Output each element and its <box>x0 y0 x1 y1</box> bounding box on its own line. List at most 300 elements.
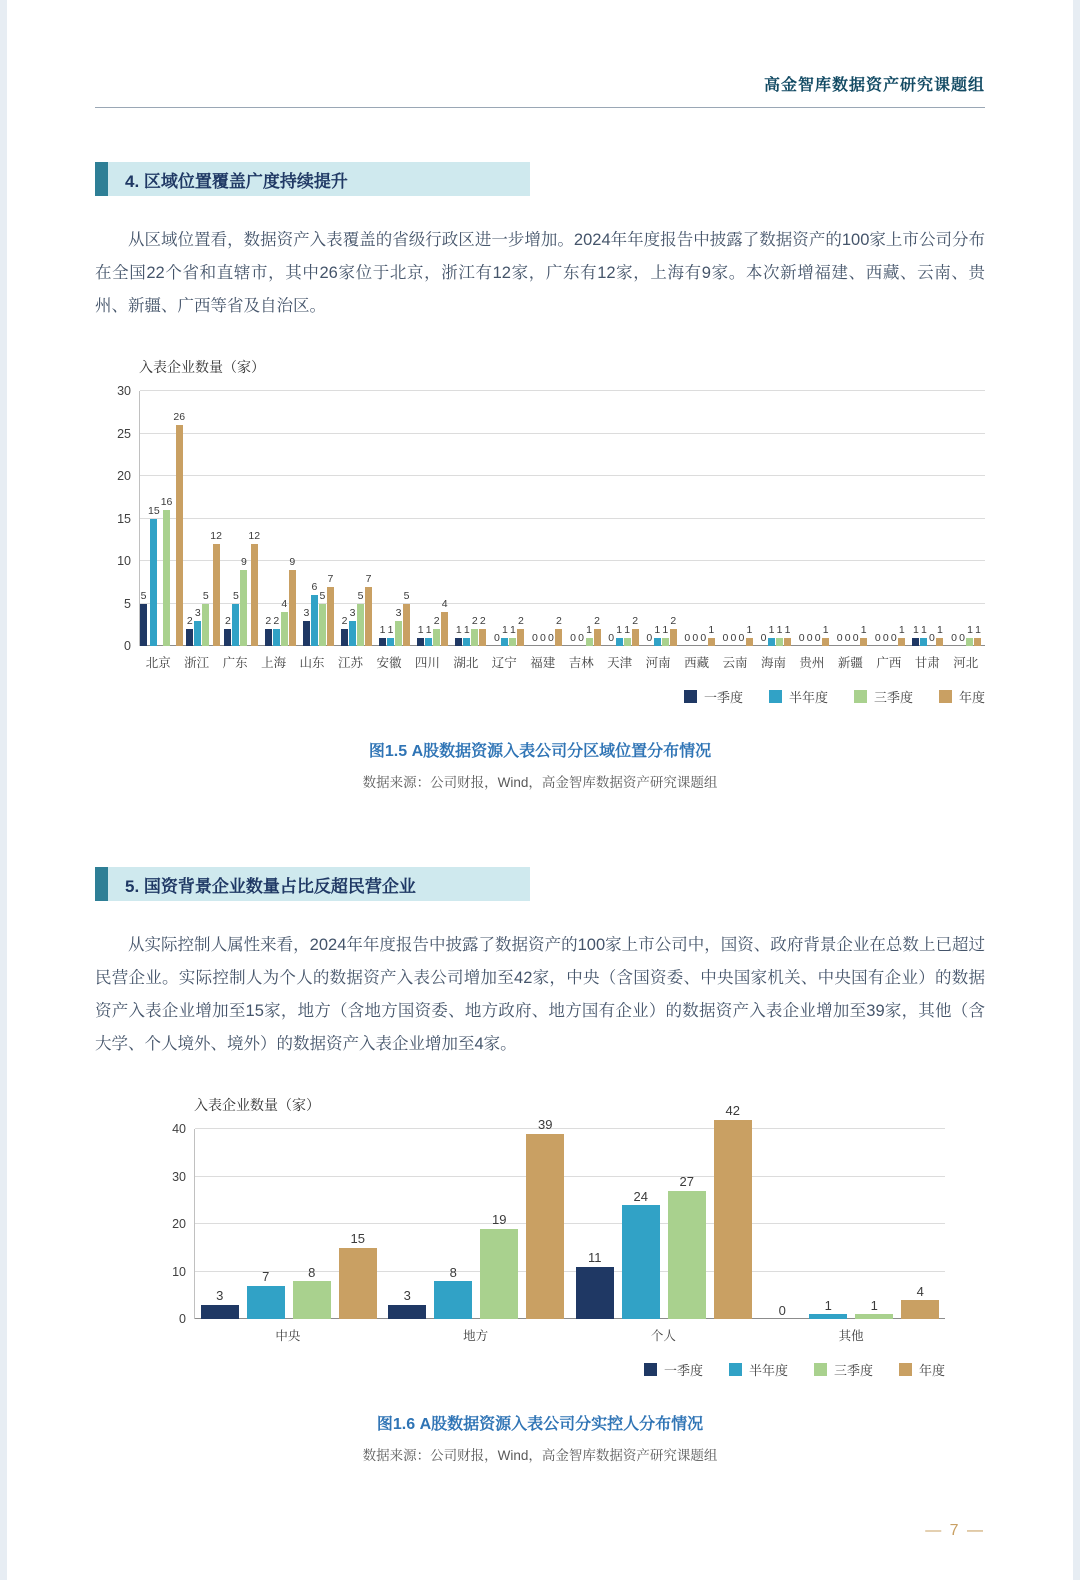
bar-column <box>855 1129 893 1319</box>
bar <box>936 638 943 647</box>
bar <box>265 629 272 646</box>
bar-column <box>760 391 767 646</box>
x-axis-label: 福建 <box>530 656 556 670</box>
bar-value-label: 5 <box>357 589 364 602</box>
bar-column <box>339 1129 377 1319</box>
bar-column <box>273 391 280 646</box>
bar-column <box>303 391 310 646</box>
bar-column <box>201 1129 239 1319</box>
y-tick-label: 25 <box>117 426 131 441</box>
bar-column <box>357 391 364 646</box>
bar-column <box>232 391 239 646</box>
y-tick-label: 40 <box>172 1122 186 1136</box>
plot-area <box>117 384 985 653</box>
bar-value-label: 1 <box>463 623 470 636</box>
bar <box>194 621 201 647</box>
bar-value-label: 2 <box>517 615 524 628</box>
bar-column <box>417 391 424 646</box>
bar-group <box>833 391 871 646</box>
bar-value-label: 5 <box>140 589 147 602</box>
section-region-distribution <box>95 162 985 791</box>
bar-column <box>822 391 829 646</box>
bar-column <box>202 391 209 646</box>
bar-column <box>148 391 160 646</box>
bar <box>822 638 829 647</box>
bar-value-label: 0 <box>646 632 653 645</box>
bar-column <box>632 391 639 646</box>
legend-swatch-icon <box>814 1363 827 1376</box>
bar-value-label: 11 <box>588 1250 602 1266</box>
bar-group <box>795 391 833 646</box>
bar-value-label: 15 <box>148 504 160 517</box>
legend-item: 三季度 <box>814 1360 873 1379</box>
bar <box>471 629 478 646</box>
bar <box>251 544 258 646</box>
figure-caption-1-5: 图1.5 A股数据资源入表公司分区域位置分布情况 <box>368 743 712 760</box>
bar-column <box>349 391 356 646</box>
bar <box>576 1267 614 1319</box>
heading-accent-bar <box>95 867 108 901</box>
bar <box>616 638 623 647</box>
bar-value-label: 0 <box>532 632 538 645</box>
bar <box>809 1314 847 1319</box>
bar-value-label: 1 <box>898 623 905 636</box>
bar-column <box>395 391 402 646</box>
bar <box>150 519 157 647</box>
bar <box>395 621 402 647</box>
bar <box>708 638 715 647</box>
bar-value-label: 5 <box>202 589 209 602</box>
bar <box>501 638 508 647</box>
bar-group <box>452 391 490 646</box>
bar-column <box>860 391 867 646</box>
bar-column <box>882 391 889 646</box>
bar-value-label: 1 <box>870 1297 878 1313</box>
bar <box>622 1205 660 1319</box>
bar-group <box>604 391 642 646</box>
controller-bar-chart <box>150 1095 945 1379</box>
bar-value-label: 0 <box>778 1302 786 1318</box>
bar <box>455 638 462 647</box>
bar-value-label: 26 <box>173 411 186 424</box>
bar-column <box>958 391 965 646</box>
bar-value-label: 3 <box>403 1288 411 1304</box>
x-axis-label: 甘肃 <box>914 656 940 670</box>
x-axis-label: 中央 <box>275 1329 301 1343</box>
bar-value-label: 0 <box>570 632 576 645</box>
bar <box>586 638 593 647</box>
bar <box>319 604 326 647</box>
bar <box>526 1134 564 1319</box>
bar-value-label: 0 <box>548 632 554 645</box>
bar-column <box>311 391 318 646</box>
bar-value-label: 1 <box>379 623 386 636</box>
bar-column <box>531 391 538 646</box>
bar-column <box>387 391 394 646</box>
bar <box>240 570 247 647</box>
bar-value-label: 1 <box>708 623 715 636</box>
bar-column <box>708 391 715 646</box>
y-tick-label: 20 <box>117 469 131 483</box>
chart-legend <box>139 687 985 706</box>
bar-value-label: 1 <box>387 623 394 636</box>
region-bar-chart <box>95 357 985 706</box>
bar-value-label: 0 <box>730 632 737 645</box>
bar-value-label: 2 <box>594 615 600 628</box>
x-axis-label: 北京 <box>145 656 171 670</box>
heading-accent-bar <box>95 162 108 196</box>
y-tick-label: 5 <box>124 596 131 611</box>
legend-item: 一季度 <box>644 1360 703 1379</box>
bar-value-label: 1 <box>586 623 592 636</box>
x-axis-label: 云南 <box>722 656 748 670</box>
bar <box>441 612 448 646</box>
bar <box>176 425 183 646</box>
chart-legend <box>194 1360 945 1379</box>
page-header <box>95 0 985 108</box>
x-axis-label: 其他 <box>838 1329 864 1343</box>
x-axis-label: 天津 <box>607 656 633 670</box>
bar-group <box>490 391 528 646</box>
y-axis-label: 入表企业数量（家） <box>194 1097 320 1113</box>
y-tick-label: 10 <box>117 554 131 568</box>
legend-swatch-icon <box>899 1363 912 1376</box>
bar-value-label: 3 <box>349 606 356 619</box>
bar-column <box>722 391 729 646</box>
bar-column <box>425 391 432 646</box>
bar-value-label: 0 <box>760 632 767 645</box>
bar-column <box>455 391 462 646</box>
bar-value-label: 0 <box>608 632 615 645</box>
x-axis-label: 地方 <box>463 1329 489 1343</box>
bar-column <box>479 391 486 646</box>
bar-value-label: 0 <box>890 632 897 645</box>
bar-value-label: 0 <box>882 632 889 645</box>
bar-column <box>194 391 201 646</box>
page-footer <box>95 1522 985 1540</box>
bar-column <box>738 391 745 646</box>
bar-column <box>950 391 957 646</box>
x-axis-label: 广西 <box>876 656 902 670</box>
bar-value-label: 7 <box>365 572 372 585</box>
bar-column <box>501 391 508 646</box>
bar <box>632 629 639 646</box>
x-axis-label: 广东 <box>222 656 248 670</box>
bar-group <box>140 391 185 646</box>
bar-column <box>890 391 897 646</box>
bar <box>232 604 239 647</box>
x-axis-label: 江苏 <box>337 656 363 670</box>
bar <box>594 629 601 646</box>
bar-group <box>871 391 909 646</box>
section-heading-text: 5. 国资背景企业数量占比反超民营企业 <box>108 867 530 901</box>
legend-item: 半年度 <box>769 687 828 706</box>
bar-value-label: 7 <box>327 572 334 585</box>
bar-group <box>570 1103 758 1319</box>
bar-column <box>668 1129 706 1319</box>
bar-group <box>566 391 604 646</box>
bar-column <box>140 391 147 646</box>
bar-column <box>576 1129 614 1319</box>
bar-group <box>299 391 337 646</box>
bar-value-label: 2 <box>186 615 193 628</box>
bar-value-label: 3 <box>216 1288 224 1304</box>
section-heading-5 <box>95 867 530 901</box>
bar-value-label: 0 <box>928 632 935 645</box>
bar-value-label: 1 <box>455 623 462 636</box>
bar-value-label: 1 <box>509 623 516 636</box>
bar-column <box>809 1129 847 1319</box>
bar <box>624 638 631 647</box>
bar-value-label: 1 <box>616 623 623 636</box>
bar <box>974 638 981 647</box>
bar-column <box>700 391 707 646</box>
header-title: 高金智库数据资产研究课题组 <box>763 77 985 94</box>
bar <box>202 604 209 647</box>
bar-value-label: 2 <box>341 615 348 628</box>
bar-value-label: 0 <box>959 632 965 645</box>
x-axis-labels <box>194 1326 945 1344</box>
bar-column <box>463 391 470 646</box>
bar <box>327 587 334 647</box>
bar-group <box>223 391 261 646</box>
bar-value-label: 1 <box>501 623 508 636</box>
bar-column <box>517 391 524 646</box>
bar-column <box>289 391 296 646</box>
bar-group <box>642 391 680 646</box>
bar-column <box>670 391 677 646</box>
bar-column <box>173 391 185 646</box>
bar <box>509 638 516 647</box>
bar-group <box>680 391 718 646</box>
bar-value-label: 0 <box>540 632 546 645</box>
legend-item: 一季度 <box>684 687 743 706</box>
bar-value-label: 1 <box>425 623 432 636</box>
bar <box>311 595 318 646</box>
bar <box>273 629 280 646</box>
bar-group <box>947 391 985 646</box>
bar-value-label: 0 <box>814 632 821 645</box>
bar-group <box>718 391 756 646</box>
bar-value-label: 2 <box>479 615 486 628</box>
x-axis-label: 贵州 <box>799 656 825 670</box>
bar-value-label: 2 <box>224 615 231 628</box>
y-tick-label: 30 <box>117 384 131 398</box>
bar-column <box>240 391 247 646</box>
bar-value-label: 2 <box>265 615 272 628</box>
bar-column <box>379 391 386 646</box>
legend-swatch-icon <box>769 690 782 703</box>
section-heading-text: 4. 区域位置覆盖广度持续提升 <box>108 162 530 196</box>
bar <box>860 638 867 647</box>
legend-swatch-icon <box>684 690 697 703</box>
y-tick-label: 10 <box>172 1264 186 1279</box>
bar <box>480 1229 518 1319</box>
x-axis-label: 山东 <box>299 656 325 670</box>
bar-column <box>365 391 372 646</box>
bar <box>966 638 973 647</box>
bar-value-label: 1 <box>417 623 424 636</box>
bar-value-label: 0 <box>844 632 851 645</box>
bar-group <box>195 1129 383 1319</box>
bar-value-label: 1 <box>936 623 943 636</box>
bar-value-label: 1 <box>654 623 661 636</box>
bar-column <box>471 391 478 646</box>
bar-column <box>441 391 448 646</box>
bar-column <box>974 391 981 646</box>
bar-column <box>622 1129 660 1319</box>
bar-value-label: 0 <box>684 632 691 645</box>
bar-group <box>756 391 794 646</box>
bar <box>555 629 562 646</box>
bar-value-label: 0 <box>578 632 584 645</box>
bar-column <box>265 391 272 646</box>
bar-value-label: 9 <box>289 555 296 568</box>
bar-value-label: 0 <box>874 632 881 645</box>
bar <box>349 621 356 647</box>
bar-column <box>293 1129 331 1319</box>
bar-column <box>586 391 593 646</box>
bar-value-label: 1 <box>776 623 783 636</box>
section-heading-4 <box>95 162 530 196</box>
bar <box>855 1314 893 1319</box>
section-paragraph: 从实际控制人属性来看，2024年年度报告中披露了数据资产的100家上市公司中，国资、政府背景企业在总数上已超过民营企业。实际控制人为个人的数据资产入表公司增加至42家，中央（含国资委、中央国家机关、中央国有企业）的数据资产入表企业增加至15家，地方（含地方国资委、地方政府、地方国有企业）的数据资产入表企业增加至39家，其他（含大学、个人境外、境外）的数据资产入表企业增加至4家。 <box>95 936 985 1053</box>
bar <box>784 638 791 647</box>
bar-column <box>936 391 943 646</box>
bar <box>365 587 372 647</box>
bar <box>746 638 753 647</box>
x-axis-label: 新疆 <box>837 656 863 670</box>
bar-value-label: 9 <box>240 555 247 568</box>
bar <box>341 629 348 646</box>
bar-column <box>433 391 440 646</box>
bar <box>654 638 661 647</box>
bar <box>463 638 470 647</box>
bar-value-label: 0 <box>852 632 859 645</box>
bar-value-label: 0 <box>700 632 707 645</box>
bar-column <box>547 391 554 646</box>
bar-column <box>730 391 737 646</box>
bar-column <box>684 391 691 646</box>
x-axis-label: 吉林 <box>568 656 594 670</box>
bar <box>247 1286 285 1319</box>
bar-column <box>874 391 881 646</box>
x-axis-label: 海南 <box>760 656 786 670</box>
bar-column <box>555 391 562 646</box>
bar-column <box>784 391 791 646</box>
bar <box>281 612 288 646</box>
bar-column <box>806 391 813 646</box>
bar-column <box>327 391 334 646</box>
bar-value-label: 0 <box>951 632 957 645</box>
bar-column <box>578 391 585 646</box>
bar-value-label: 1 <box>967 623 973 636</box>
bar-value-label: 4 <box>441 598 448 611</box>
bar <box>479 629 486 646</box>
bar-column <box>616 391 623 646</box>
bar-value-label: 0 <box>738 632 745 645</box>
bar-value-label: 27 <box>679 1174 694 1190</box>
bar <box>668 1191 706 1319</box>
bar-column <box>319 391 326 646</box>
x-axis-label: 浙江 <box>184 656 210 670</box>
bar-column <box>186 391 193 646</box>
section-controller-distribution <box>95 867 985 1464</box>
x-axis-label: 辽宁 <box>491 656 517 670</box>
bar <box>417 638 424 647</box>
bar-column <box>281 391 288 646</box>
x-axis-label: 四川 <box>414 656 440 670</box>
bar-value-label: 1 <box>822 623 829 636</box>
x-axis-label: 河南 <box>645 656 671 670</box>
bar-column <box>768 391 775 646</box>
bar <box>517 629 524 646</box>
bar-value-label: 6 <box>311 581 318 594</box>
bar <box>920 638 927 647</box>
page-number: — 7 — <box>925 1522 985 1539</box>
bar-value-label: 2 <box>471 615 478 628</box>
bar-value-label: 0 <box>798 632 805 645</box>
bar-column <box>248 391 260 646</box>
bar-value-label: 1 <box>860 623 867 636</box>
bar-value-label: 0 <box>836 632 843 645</box>
bar-column <box>836 391 843 646</box>
bar <box>898 638 905 647</box>
bar-value-label: 16 <box>160 496 173 509</box>
bar-column <box>526 1117 564 1319</box>
bar-value-label: 8 <box>449 1264 457 1280</box>
bar-value-label: 4 <box>916 1283 924 1299</box>
bar <box>776 638 783 647</box>
bar-value-label: 2 <box>632 615 639 628</box>
bar <box>213 544 220 646</box>
bar-value-label: 1 <box>784 623 791 636</box>
bar-value-label: 5 <box>232 589 239 602</box>
bar-column <box>654 391 661 646</box>
bar-column <box>434 1129 472 1319</box>
bar <box>293 1281 331 1319</box>
bar-column <box>539 391 546 646</box>
bar-value-label: 1 <box>662 623 669 636</box>
bar <box>303 621 310 647</box>
bar <box>768 638 775 647</box>
bar <box>289 570 296 647</box>
bar-column <box>624 391 631 646</box>
bar-value-label: 3 <box>395 606 402 619</box>
bar-column <box>901 1129 939 1319</box>
bar-value-label: 5 <box>403 589 410 602</box>
bar <box>379 638 386 647</box>
bar-value-label: 1 <box>768 623 775 636</box>
bar-value-label: 0 <box>722 632 729 645</box>
bar-column <box>746 391 753 646</box>
bar-value-label: 2 <box>433 615 440 628</box>
bar-value-label: 1 <box>912 623 919 636</box>
bar-value-label: 7 <box>262 1269 270 1285</box>
bar-column <box>798 391 805 646</box>
legend-swatch-icon <box>854 690 867 703</box>
bar-value-label: 42 <box>725 1103 740 1119</box>
x-axis-labels <box>139 653 985 671</box>
data-source-note: 数据来源：公司财报，Wind，高金智库数据资产研究课题组 <box>362 775 718 790</box>
y-tick-label: 0 <box>179 1312 186 1326</box>
legend-swatch-icon <box>644 1363 657 1376</box>
bar-column <box>920 391 927 646</box>
x-axis-label: 个人 <box>650 1329 676 1343</box>
bar-value-label: 1 <box>920 623 927 636</box>
y-tick-label: 0 <box>124 639 131 653</box>
bar-value-label: 0 <box>493 632 500 645</box>
